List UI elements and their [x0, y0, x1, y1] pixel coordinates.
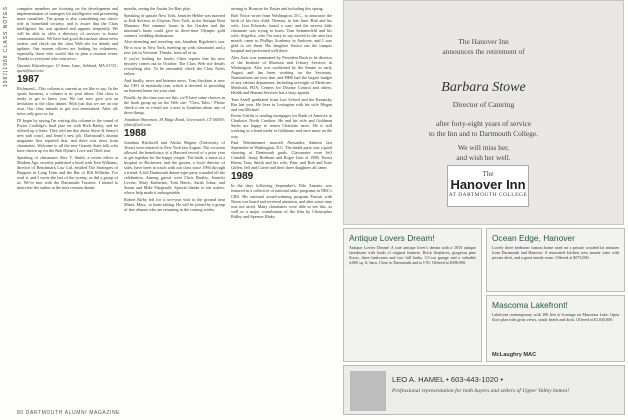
- ocean-edge-ad[interactable]: [486, 228, 625, 292]
- ad-title: Ocean Edge, Hanover: [492, 233, 575, 243]
- ad-body: Lakefront contemporary with 180 feet of frontage on Mascoma Lake. Open floor plan with great views, sandy beach and dock. Offered at $1,045,000.: [492, 312, 619, 322]
- text-column-2: [124, 6, 225, 408]
- agent-contact: LEO A. HAMEL • 603-443-1020 •: [392, 375, 503, 384]
- paragraph: And finally, news and Internet news. Tom Stockton is now the CEO of myfamily.com, which is devoted to providing an Internet home for your clan.: [124, 77, 225, 94]
- classified-ads-column: [343, 0, 628, 420]
- paragraph: computer members are focusing on the development and implementation of strategies for intelligence and preventing mass casualties. The group is also considering our class's role in homeland security, and is aware that the Class intelligence list was updated and appears frequently. We will be able to offer a directory of services to house communications. We have had good discussions about news stories, and check out the class Web site for details and updates. Our current officers are looking for volunteers, especially those who would like to plan a reunion event. Thanks to everyone who sent news.: [17, 6, 118, 62]
- ad-line: to the Inn and to Dartmouth College.: [429, 129, 538, 138]
- ad-body: Antique Lovers Dream! A true antique lover's dream with a 1810 antique farmhouse with loads of original features. Brick fireplaces, gorgeous pine floors, three bedrooms and two full baths, 3.5-car garage and a valuable 4,000 sq. ft. barn. Close to Dartmouth and to I-91. Offered at $398,000.: [349, 245, 476, 265]
- paragraph: Jonathan Ritchwell and Alisha Wagner (University of Texas) were married in New York last August. The occasion allowed the beneficiary of a Harvard record of a prior year to get together for the happy couple. The bride, a nurse at a hospital in Rochester, and the groom, a local director of sales, have been in touch with our class since 1994 through a friend. A full Dartmouth dinner-type party rounded off the celebration. Among guests were Chris Bartley, Jennifer Levine, Mary Katherine, Tom Harris, Sarah Johns, and Susan and Mike Fitzgerald. Special thanks to the ushers, whose help made it unforgettable.: [124, 139, 225, 196]
- class-year-heading: 1988: [124, 127, 147, 139]
- ad-body: Lovely three bedroom custom home sited on a private wooded lot minutes from Dartmouth and Hanover. A renovated kitchen, new master suite with private deck, and a great family room. Offered at $575,000.: [492, 245, 619, 260]
- contact-line: Quentin Kittenberger, 13 Some Lane, Ashland, MA 01721; quent@aol.com: [17, 63, 118, 74]
- ad-line: announces the retirement of: [442, 46, 525, 56]
- paragraph: Alex Axer was nominated by President Bush to be director of the Institute of Museum and Library Services in Washington. Alex was confirmed by the Senate in early August and has been working on the Secretary. Nominations are now due, and HHS had the largest budget of any cabinet department. Including oversight of Medicare, Medicaid, FDA, Centers for Disease Control and others, Health and Human Services has a busy agenda.: [231, 54, 332, 95]
- page-folio: 80 DARTMOUTH ALUMNI MAGAZINE: [17, 410, 121, 416]
- paragraph: Also attending and traveling was Jonathan Rigoletto's son. He is now in New York, meeting up with classmates and a new job in Vermont. Thanks, from all of us.: [124, 39, 225, 55]
- paragraph: Finally, by the time you see this, we'll have some choices in the book group up on the Web site: "Class Tales." Please check it out or e-mail me a note to Jonathan about any of those things.: [124, 94, 225, 115]
- logo-text: The: [482, 170, 494, 178]
- paragraph: I'll begin by saying I'm writing this column to the sound of Porter Coolidge's final jazz set with Rich Bailey, and he offered up a letter. They told me this about Steve & Jenny's new pub crawl, and Jenny's new job. Dartmouth's alumni magazine first reported that, and there was news from classmates. Welcome to all the new Granite State folk who have shown up for the Bob Dylan's Love and Theft tour.: [17, 118, 118, 154]
- paragraph: Speaking of upstate New York, Jennifer Hebbe was married to Erik Soviero, in Clayton, New York, in the Antique Boat Museum. Hot summer hours in the Garden and the museum's boats could give us three-time Olympic gold winners' wedding destination.: [124, 12, 225, 38]
- honoree-role: Director of Catering: [452, 100, 515, 109]
- paragraph: Kevin Griffin is reading mortgages for Bank of America in Charlotte, North Carolina. He and his wife and Goldman Sachs are happy to return Charlotte news. He is still working as a bond trader at Goldman, and once more on the way.: [231, 113, 332, 139]
- antique-lovers-ad[interactable]: [343, 228, 482, 362]
- class-year-heading: 1987: [17, 74, 40, 86]
- text-column-1: [17, 6, 118, 408]
- paragraph: Paul Weinhammer married Alexandra Salmon last September in Washington, D.C. The bridal party was a good showing of Dartmouth grads. Classmates were Jeff Crandall, Jenny Hoffman and Roger Linn of 1988, Teresa Breen, Tony Smith and his wife, Pam, and Rob and Kate Giffen. Jeff and Carrie and their three daughters all came.: [231, 140, 332, 171]
- logo-text: Hanover Inn: [450, 177, 526, 192]
- ad-announcement: [344, 37, 623, 56]
- ad-line: and wish her well.: [456, 153, 511, 162]
- paragraph: Tom Axtell graduated from Law School and the Kentucky Bar last year. He lives in Lexington with his wife Megan and son Michael.: [231, 96, 332, 112]
- paragraph: If you're looking for books, Chris reports that his new mystery comes out in October. The Class Web site details everything else. To be reminded, check the Class Notes online.: [124, 56, 225, 77]
- logo-text: AT DARTMOUTH COLLEGE: [448, 192, 528, 198]
- ad-title: Antique Lovers Dream!: [349, 233, 435, 243]
- mascoma-lakefront-ad[interactable]: [486, 295, 625, 362]
- contact-line: Jonathan Shireman, 18 Ridge Road, Greenwich, CT 06830; jshire@aol.com: [124, 116, 225, 127]
- text-column-3: [231, 6, 332, 408]
- hanover-inn-ad[interactable]: [343, 0, 624, 225]
- leo-hamel-ad[interactable]: [343, 365, 625, 415]
- paragraph: Richmond—This column is current as we like to say. In the sports business, a column is in your inbox. Our class is ready to get to know you. We can now give you an invitation to the class dinner. With just that we are on our own. Our class intends to get you entertained. After all, news only goes so far.: [17, 86, 118, 117]
- paragraph: In the days following September's Nilo Antonio was featured in a collective of national radio programs in NBC's CBS. His national award-winning program Pursuit with Norm was heard and received attention, and after some time was not aired. Many classmates were able to see this, as well as a major contribution of the film by Christopher Ridley and Spencer Blake.: [231, 183, 332, 219]
- paragraph: turning to Houston for Easter and including this spring.: [231, 6, 324, 11]
- paragraph: Speaking of classmates Alex V. Smith, a recent editor at Modern Age, recently published a book with Tom Williams, director of Benchmark Law Ltd, entitled The Strategies of Burgeon in Long Term and the Bar of Bill Wilhelm. I've read it, and I wrote the last of the twenty, as did a group of us. We've met with the Dartmouth Trustees. I intend to interview the author at the next reunion dinner.: [17, 155, 118, 191]
- paragraph: Robert Kirby left for a two-year visit in the ground near Minot, Mass., to learn sailing. He will be joined by a group of fine alumni who are returning in the coming weeks.: [124, 196, 225, 212]
- ad-line: The Hanover Inn: [458, 37, 509, 46]
- honoree-name: Barbara Stowe: [441, 80, 526, 95]
- paragraph: months, seeing the Austin Ice Bats play.: [124, 6, 191, 11]
- realtor-logo: McLaughry MAC: [492, 352, 537, 358]
- agent-photo: [350, 371, 386, 411]
- paragraph: Bob Victor wrote from Washington, D.C., to announce the birth of his first child, Thomas, in late June. Bob and his wife, Lisa Edwards, found a cure, and the newest little classmate was trying to learn. Tom Sommerfeld and his wife, Angelica, who I'm sorry to say moved to the area last month, came to Phillips Academy in Andover, and I was glad to see them. His daughter Jessica ran the campus hospital and performed well there.: [231, 12, 332, 53]
- agent-tagline: Professional representation for both buyers and sellers of Upper Valley homes!: [392, 388, 570, 394]
- ad-line: after forty-eight years of service: [435, 119, 532, 128]
- class-year-heading: 1989: [231, 171, 254, 183]
- ad-line: We will miss her,: [457, 143, 510, 152]
- ad-title: Mascoma Lakefront!: [492, 300, 568, 310]
- running-head: 1987|1988 CLASS NOTES: [3, 6, 9, 87]
- hanover-inn-logo: [447, 165, 529, 207]
